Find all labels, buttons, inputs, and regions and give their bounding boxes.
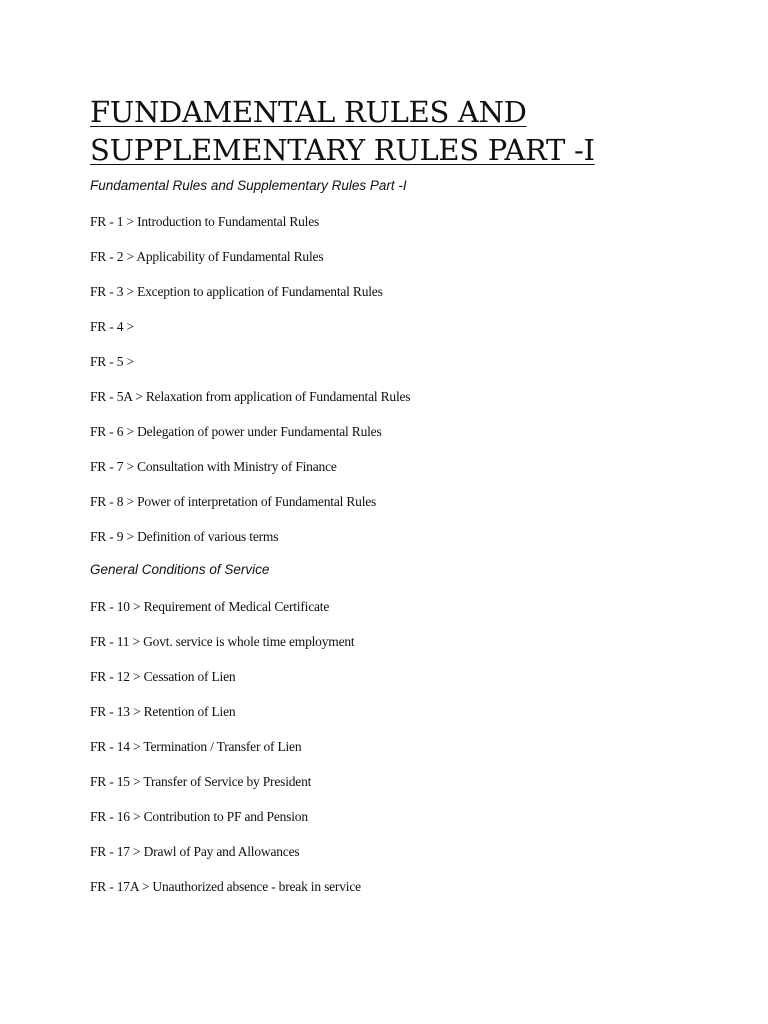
- rule-item-fr-7: FR - 7 > Consultation with Ministry of Finance: [90, 459, 337, 474]
- rule-item-fr-17a: FR - 17A > Unauthorized absence - break in service: [90, 879, 361, 894]
- section-heading-part-1: Fundamental Rules and Supplementary Rules Part -I: [90, 178, 407, 193]
- rule-item-fr-9: FR - 9 > Definition of various terms: [90, 529, 279, 544]
- rule-item-fr-12: FR - 12 > Cessation of Lien: [90, 669, 236, 684]
- page-title: [90, 93, 730, 169]
- rule-item-fr-6: FR - 6 > Delegation of power under Fundamental Rules: [90, 424, 382, 439]
- rule-item-fr-17: FR - 17 > Drawl of Pay and Allowances: [90, 844, 300, 859]
- rule-item-fr-1: FR - 1 > Introduction to Fundamental Rules: [90, 214, 320, 229]
- rule-item-fr-3: FR - 3 > Exception to application of Fundamental Rules: [90, 284, 383, 299]
- rule-item-fr-2: FR - 2 > Applicability of Fundamental Rules: [90, 249, 324, 264]
- rule-item-fr-5: FR - 5 >: [90, 354, 134, 369]
- rule-item-fr-16: FR - 16 > Contribution to PF and Pension: [90, 809, 308, 824]
- rule-item-fr-14: FR - 14 > Termination / Transfer of Lien: [90, 739, 302, 754]
- section-heading-general-conditions: General Conditions of Service: [90, 562, 270, 577]
- rule-item-fr-15: FR - 15 > Transfer of Service by President: [90, 774, 312, 789]
- rule-item-fr-4: FR - 4 >: [90, 319, 134, 334]
- rule-item-fr-8: FR - 8 > Power of interpretation of Fundamental Rules: [90, 494, 377, 509]
- rule-item-fr-5a: FR - 5A > Relaxation from application of Fundamental Rules: [90, 389, 411, 404]
- rule-item-fr-13: FR - 13 > Retention of Lien: [90, 704, 236, 719]
- rule-item-fr-10: FR - 10 > Requirement of Medical Certificate: [90, 599, 330, 614]
- title-line-2: SUPPLEMENTARY RULES PART -I: [90, 133, 595, 167]
- title-line-1: FUNDAMENTAL RULES AND: [90, 95, 527, 129]
- rule-item-fr-11: FR - 11 > Govt. service is whole time employment: [90, 634, 355, 649]
